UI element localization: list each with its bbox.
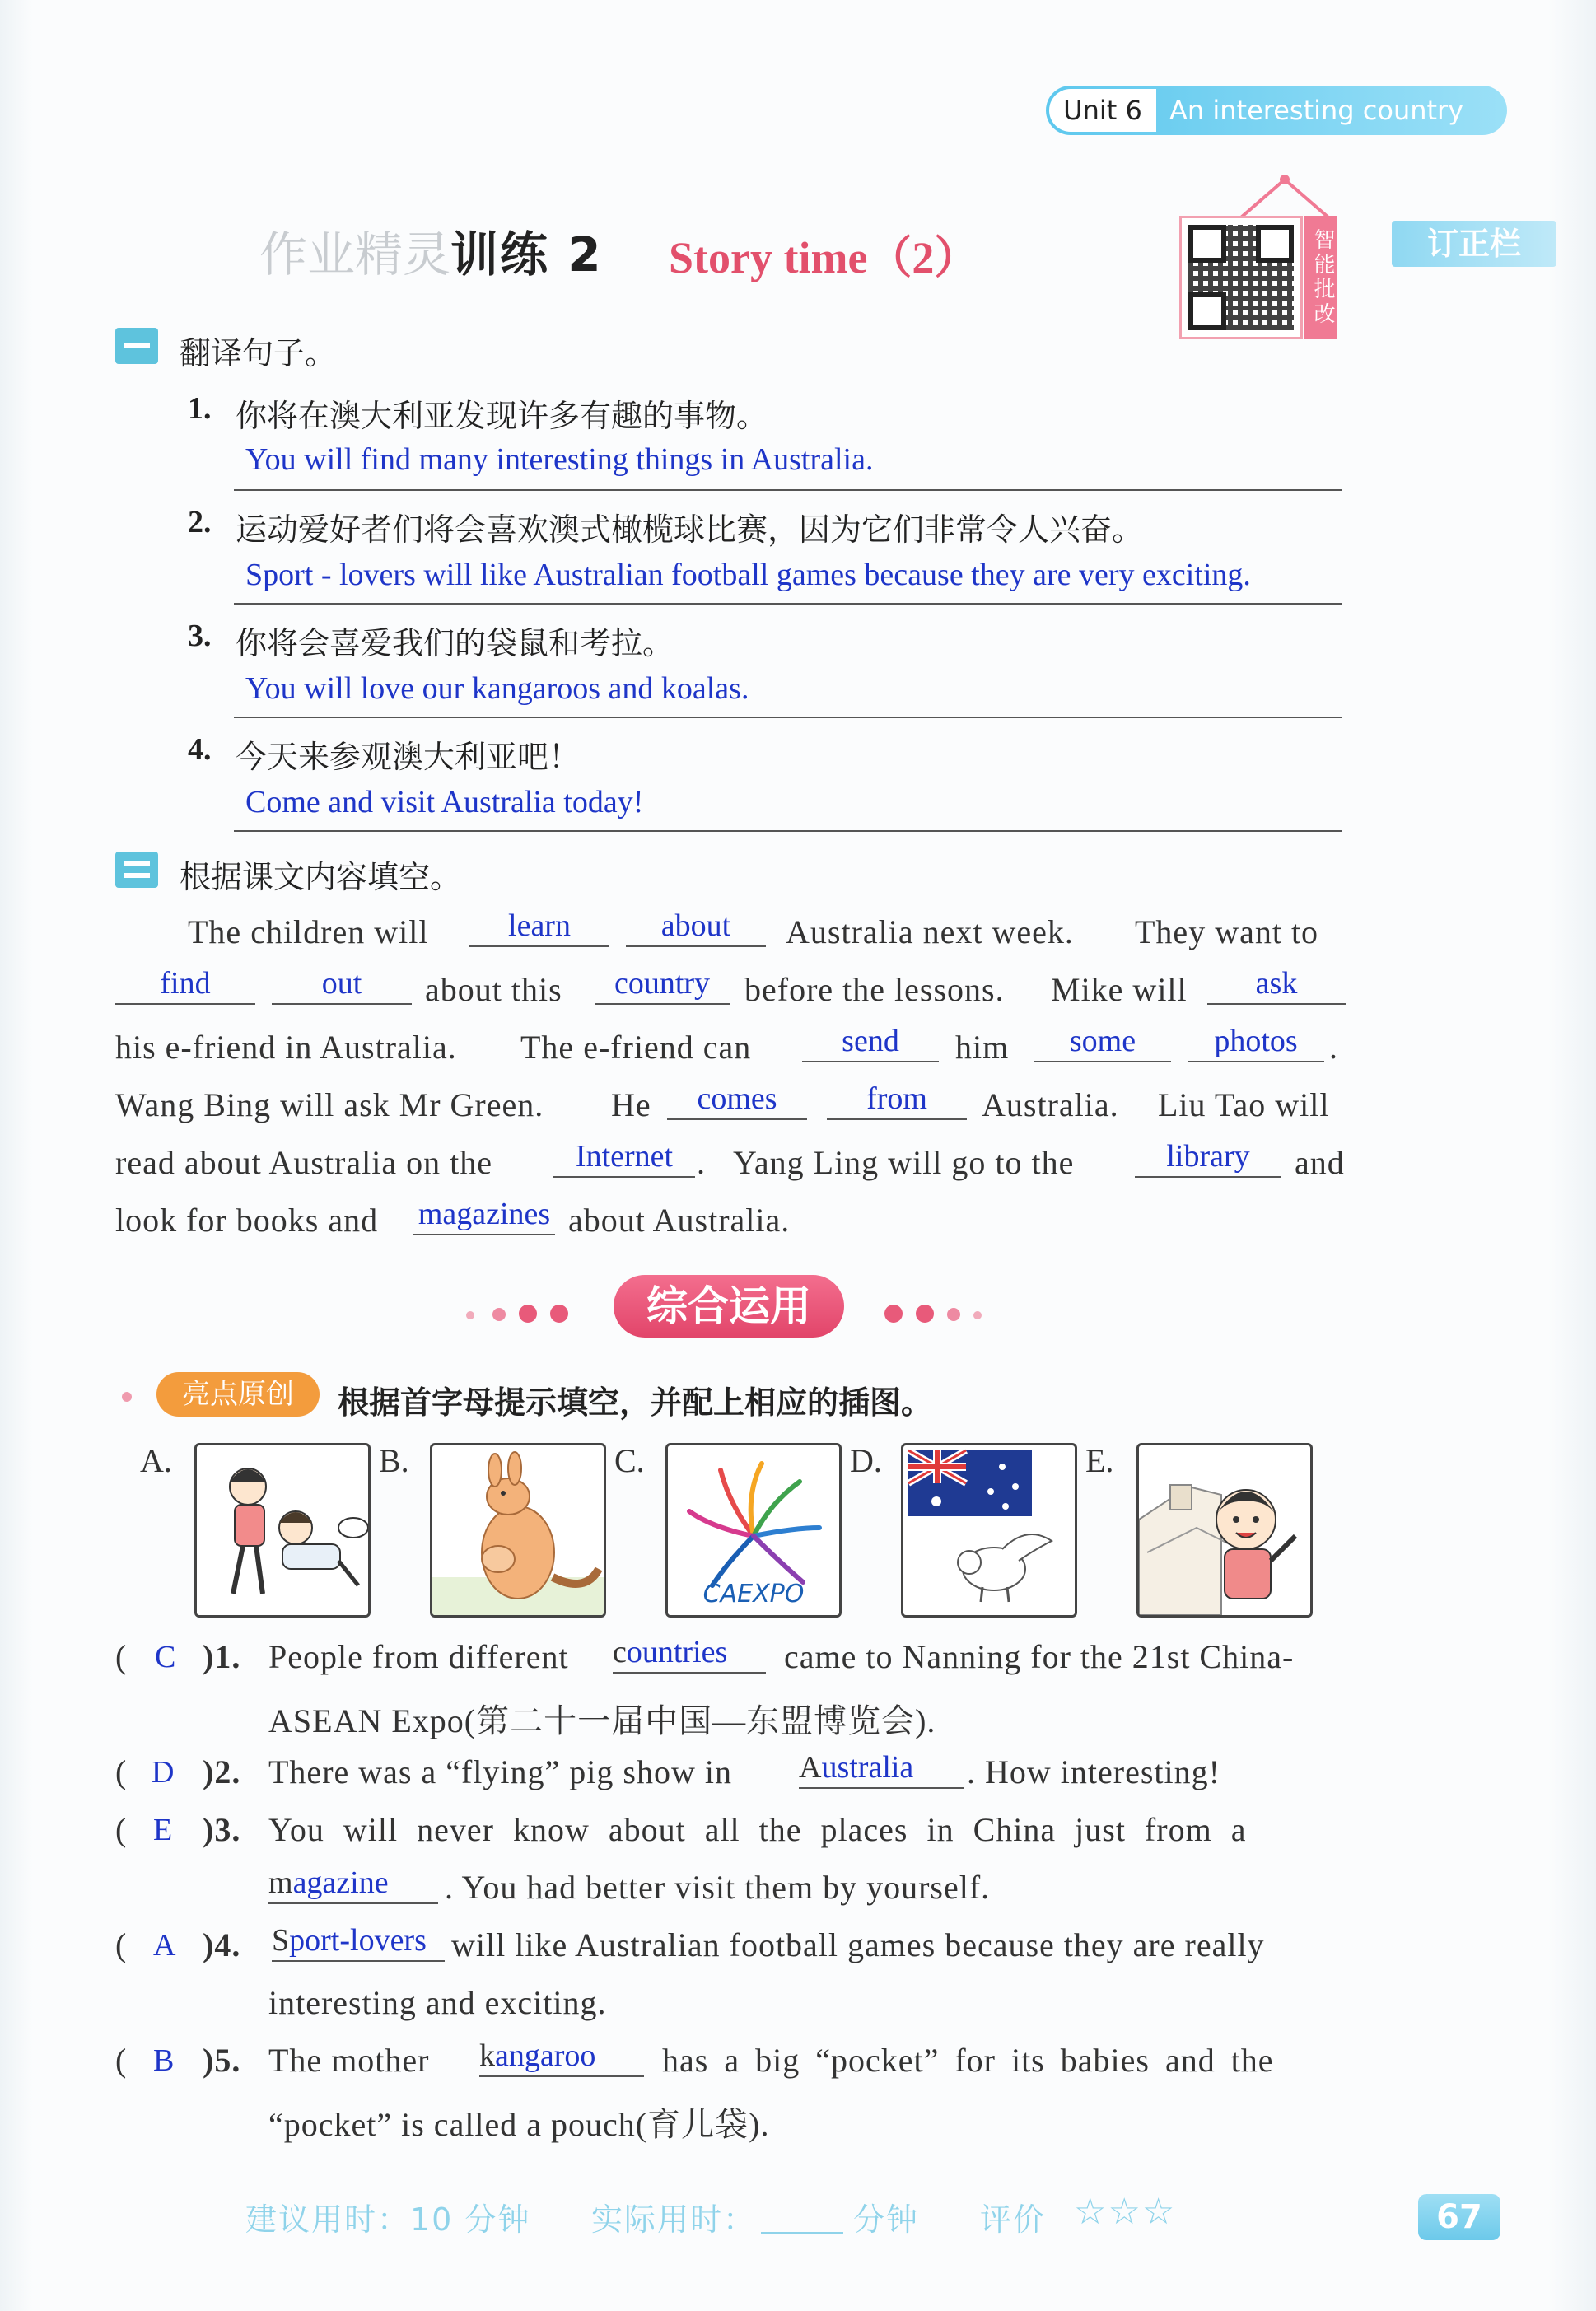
- item3-blank: [268, 1865, 438, 1904]
- suggested-time: 建议用时：10 分钟: [245, 2201, 531, 2238]
- decor-dot: [466, 1311, 474, 1319]
- q4-answer: Come and visit Australia today!: [245, 785, 644, 819]
- decor-dot: [973, 1311, 982, 1319]
- comprehensive-banner: 综合运用: [614, 1275, 844, 1338]
- item3-hint-letter: m: [268, 1865, 293, 1900]
- item3-text: You will never know about all the places in China just from a: [268, 1811, 1247, 1848]
- item1-text: People from different: [268, 1638, 569, 1675]
- unit-topic: An interesting country: [1169, 95, 1464, 126]
- picture-e-boy-great-wall: [1136, 1443, 1313, 1618]
- blank-country: country: [595, 965, 730, 1005]
- item4-text: will like Australian football games because they are really: [451, 1926, 1265, 1963]
- item5-text: The mother: [268, 2042, 430, 2079]
- item2-blank: [799, 1749, 964, 1789]
- answer-paren-open: (: [115, 1638, 127, 1675]
- item1-answer-word: ountries: [626, 1635, 728, 1669]
- item3-text: . You had better visit them by yourself.: [445, 1869, 991, 1906]
- item5-number: )5.: [203, 2042, 241, 2079]
- correction-column-label: 订正栏: [1392, 221, 1556, 267]
- item4-number: )4.: [203, 1926, 241, 1963]
- item3-number: )3.: [203, 1811, 241, 1848]
- passage-text: Australia next week.: [786, 913, 1074, 950]
- section-two-badge-icon: [115, 852, 158, 888]
- passage-text: about this: [425, 971, 562, 1008]
- item4-blank: [272, 1922, 445, 1962]
- great-wall-boy-icon: [1139, 1445, 1310, 1615]
- item4-text: interesting and exciting.: [268, 1984, 607, 2021]
- blank-send: send: [802, 1023, 939, 1062]
- q3-answer: You will love our kangaroos and koalas.: [245, 671, 749, 706]
- blank-library: library: [1135, 1138, 1281, 1178]
- blank-ask: ask: [1207, 965, 1346, 1005]
- picture-label-b: B.: [379, 1442, 409, 1479]
- item3-answer: E: [153, 1813, 173, 1847]
- item5-text: has a big “pocket” for its babies and the: [662, 2042, 1274, 2079]
- answer-line: [234, 717, 1342, 718]
- rating-stars-icon: ☆☆☆: [1074, 2191, 1177, 2233]
- item2-text: . How interesting!: [967, 1753, 1220, 1790]
- passage-text: Yang Ling will go to the: [733, 1144, 1075, 1181]
- passage-text: before the lessons.: [744, 971, 1005, 1008]
- answer-paren-open: (: [115, 2042, 127, 2079]
- blank-photos: photos: [1188, 1023, 1324, 1062]
- decor-dot: [947, 1308, 960, 1321]
- picture-label-a: A.: [140, 1442, 172, 1479]
- item5-hint-letter: k: [479, 2038, 495, 2073]
- item1-hint-letter: c: [613, 1635, 627, 1669]
- qr-hanger-icon: [1235, 173, 1334, 222]
- picture-label-c: C.: [614, 1442, 645, 1479]
- blank-from: from: [827, 1081, 967, 1120]
- decor-dot: [122, 1392, 132, 1402]
- item2-hint-letter: A: [799, 1750, 822, 1785]
- answer-paren-open: (: [115, 1926, 127, 1963]
- passage-text: look for books and: [115, 1202, 379, 1239]
- exercise-title: [259, 216, 603, 285]
- decor-dot: [492, 1308, 506, 1321]
- passage-text: .: [697, 1144, 706, 1181]
- answer-line: [234, 603, 1342, 605]
- blank-comes: comes: [667, 1081, 807, 1120]
- item5-blank: [479, 2038, 644, 2077]
- kangaroo-icon: [432, 1445, 604, 1615]
- actual-time-label: 实际用时：: [591, 2201, 757, 2238]
- q3-chinese: 你将会喜爱我们的袋鼠和考拉。: [236, 625, 674, 661]
- watermark-text: 作业精灵: [259, 226, 451, 282]
- rating-label: 评价: [980, 2201, 1047, 2238]
- passage-text: about Australia.: [568, 1202, 791, 1239]
- answer-paren-open: (: [115, 1753, 127, 1790]
- answer-line: [234, 489, 1342, 491]
- decor-dot: [550, 1305, 568, 1323]
- item1-text: ASEAN Expo(第二十一届中国—东盟博览会).: [268, 1702, 936, 1739]
- actual-time-line: [761, 2232, 843, 2234]
- unit-header-tab: [1046, 86, 1507, 135]
- passage-text: .: [1329, 1029, 1338, 1066]
- page-number: 67: [1418, 2194, 1500, 2240]
- passage-text: The children will: [188, 913, 429, 950]
- item2-answer: D: [152, 1755, 175, 1790]
- title-en: Story time（2）: [669, 233, 979, 282]
- q2-answer: Sport - lovers will like Australian football games because they are very exciting.: [245, 558, 1251, 592]
- answer-paren-open: (: [115, 1811, 127, 1848]
- australian-flag-pig-icon: [903, 1445, 1075, 1615]
- blank-internet: Internet: [553, 1138, 695, 1178]
- passage-text: read about Australia on the: [115, 1144, 492, 1181]
- item4-answer: A: [153, 1928, 176, 1963]
- blank-magazines: magazines: [413, 1196, 555, 1235]
- section-one-title: 翻译句子。: [180, 335, 337, 371]
- item2-text: There was a “flying” pig show in: [268, 1753, 732, 1790]
- item5-answer: B: [153, 2043, 175, 2078]
- item4-answer-word: port-lovers: [289, 1923, 427, 1958]
- item2-answer-word: ustralia: [821, 1750, 914, 1785]
- q2-chinese: 运动爱好者们将会喜欢澳式橄榄球比赛，因为它们非常令人兴奋。: [236, 511, 1144, 548]
- blank-about: about: [626, 908, 766, 947]
- passage-text: They want to: [1135, 913, 1319, 950]
- smart-grading-label: 智能批改: [1304, 216, 1337, 339]
- blank-find: find: [115, 965, 255, 1005]
- item5-answer-word: angaroo: [495, 2038, 596, 2073]
- item1-text: came to Nanning for the 21st China-: [784, 1638, 1295, 1675]
- q1-number: 1.: [188, 391, 212, 426]
- section-one-badge-icon: [115, 328, 158, 364]
- picture-b-kangaroo: [430, 1443, 606, 1618]
- q1-answer: You will find many interesting things in Australia.: [245, 442, 874, 477]
- qr-code-icon[interactable]: [1179, 216, 1303, 339]
- q4-number: 4.: [188, 732, 212, 767]
- passage-text: He: [611, 1086, 651, 1123]
- section-two-title: 根据课文内容填空。: [180, 859, 462, 895]
- passage-text: Australia.: [982, 1086, 1119, 1123]
- item1-answer: C: [155, 1640, 176, 1674]
- answer-line: [234, 830, 1342, 832]
- expo-logo-text: CAEXPO: [702, 1580, 805, 1608]
- football-players-icon: [197, 1445, 368, 1615]
- decor-dot: [884, 1305, 903, 1323]
- q3-number: 3.: [188, 619, 212, 653]
- expo-logo-icon: [668, 1445, 839, 1615]
- q1-chinese: 你将在澳大利亚发现许多有趣的事物。: [236, 398, 768, 434]
- item2-number: )2.: [203, 1753, 241, 1790]
- passage-text: Wang Bing will ask Mr Green.: [115, 1086, 544, 1123]
- blank-some: some: [1034, 1023, 1171, 1062]
- item4-hint-letter: S: [272, 1923, 290, 1958]
- minutes-label: 分钟: [853, 2201, 920, 2238]
- item1-blank: [613, 1634, 766, 1674]
- picture-a-football-players: [194, 1443, 371, 1618]
- passage-text: The e-friend can: [520, 1029, 752, 1066]
- blank-learn: learn: [469, 908, 609, 947]
- unit-label: Unit 6: [1049, 89, 1156, 132]
- item1-number: )1.: [203, 1638, 241, 1675]
- passage-text: him: [955, 1029, 1010, 1066]
- picture-d-flag-flying-pig: [901, 1443, 1077, 1618]
- q2-number: 2.: [188, 505, 212, 539]
- title-zh: 训练 2: [450, 226, 603, 282]
- q4-chinese: 今天来参观澳大利亚吧！: [236, 739, 581, 775]
- item5-text: “pocket” is called a pouch(育儿袋).: [268, 2106, 770, 2143]
- blank-out: out: [272, 965, 412, 1005]
- decor-dot: [519, 1305, 537, 1323]
- passage-text: Liu Tao will: [1158, 1086, 1330, 1123]
- item3-answer-word: agazine: [292, 1865, 389, 1900]
- highlight-original-tag: 亮点原创: [156, 1372, 320, 1417]
- passage-text: Mike will: [1051, 971, 1188, 1008]
- section-three-title: 根据首字母提示填空，并配上相应的插图。: [338, 1384, 933, 1421]
- passage-text: and: [1295, 1144, 1345, 1181]
- picture-label-e: E.: [1085, 1442, 1114, 1479]
- decor-dot: [916, 1305, 934, 1323]
- picture-c-caexpo-logo: [665, 1443, 842, 1618]
- passage-text: his e-friend in Australia.: [115, 1029, 457, 1066]
- picture-label-d: D.: [850, 1442, 882, 1479]
